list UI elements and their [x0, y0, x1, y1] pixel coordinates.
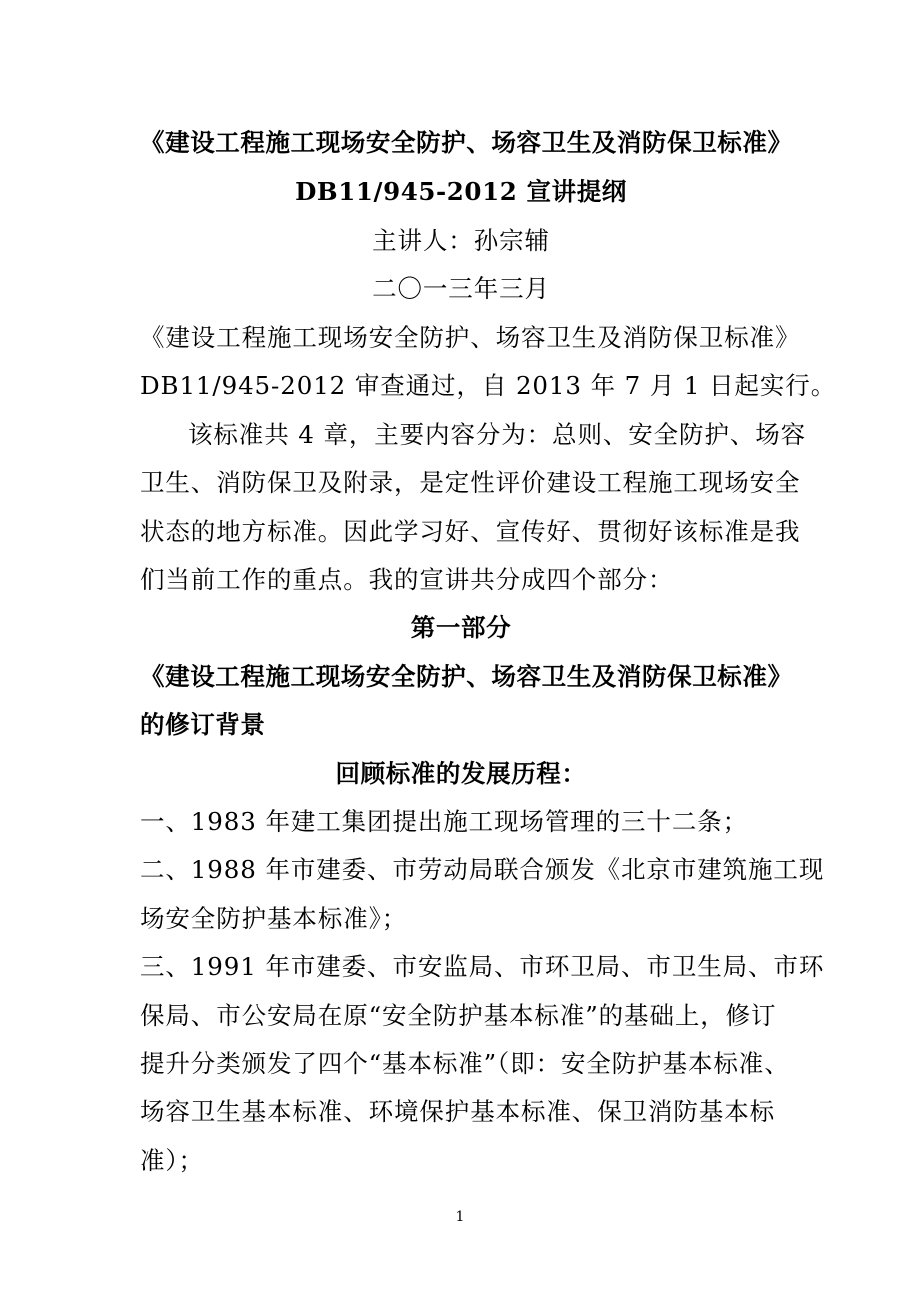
- intro-line: 《建设工程施工现场安全防护、场容卫生及消防保卫标准》: [140, 323, 801, 352]
- list-item-line: 场安全防护基本标准》；: [140, 904, 408, 933]
- speaker-line: 主讲人：孙宗辅: [372, 226, 550, 255]
- list-item-line: 保局、市公安局在原“安全防护基本标准”的基础上，修订: [140, 1001, 777, 1030]
- paragraph-line: 们当前工作的重点。我的宣讲共分成四个部分：: [140, 565, 674, 594]
- history-heading: 回顾标准的发展历程：: [335, 759, 587, 788]
- part1-title-line2: 的修订背景: [140, 710, 266, 739]
- list-item-line: 场容卫生基本标准、环境保护基本标准、保卫消防基本标: [140, 1097, 775, 1126]
- list-item-line: 二、1988 年市建委、市劳动局联合颁发《北京市建筑施工现: [140, 855, 825, 884]
- date-line: 二〇一三年三月: [372, 274, 550, 303]
- paragraph-line: 状态的地方标准。因此学习好、宣传好、贯彻好该标准是我: [140, 517, 801, 546]
- list-item-line: 一、1983 年建工集团提出施工现场管理的三十二条；: [140, 807, 749, 836]
- part1-heading: 第一部分: [410, 613, 512, 642]
- document-title-line2: DB11/945-2012 宣讲提纲: [295, 177, 627, 206]
- paragraph-line: 该标准共 4 章，主要内容分为：总则、安全防护、场容: [188, 420, 807, 449]
- part1-title-line1: 《建设工程施工现场安全防护、场容卫生及消防保卫标准》: [140, 662, 793, 691]
- list-item-line: 提升分类颁发了四个“基本标准”（即：安全防护基本标准、: [140, 1049, 790, 1078]
- list-item-line: 三、1991 年市建委、市安监局、市环卫局、市卫生局、市环: [140, 952, 825, 981]
- page-number: 1: [455, 1209, 465, 1225]
- list-item-line: 准）；: [140, 1146, 204, 1175]
- intro-line: DB11/945-2012 审查通过，自 2013 年 7 月 1 日起实行。: [140, 371, 837, 400]
- paragraph-line: 卫生、消防保卫及附录，是定性评价建设工程施工现场安全: [140, 468, 801, 497]
- document-title-line1: 《建设工程施工现场安全防护、场容卫生及消防保卫标准》: [140, 128, 793, 157]
